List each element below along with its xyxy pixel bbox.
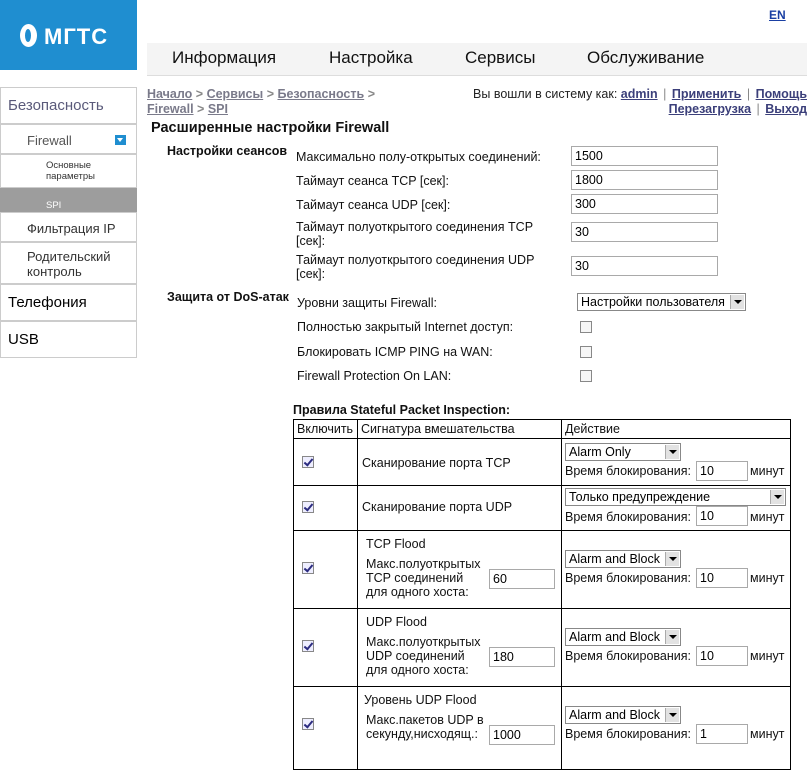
breadcrumb: Начало > Сервисы > Безопасность > (147, 87, 375, 101)
sidebar-item-basic[interactable]: Основные параметры (0, 154, 137, 188)
chevron-down-icon (665, 445, 679, 459)
login-prefix: Вы вошли в систему как: (473, 87, 618, 101)
udp-timeout-input[interactable] (571, 194, 718, 214)
firewall-level-select[interactable]: Настройки пользователя (577, 293, 746, 311)
chevron-down-icon (665, 708, 679, 722)
sidebar-item-parental[interactable]: Родительский контроль (0, 242, 137, 284)
udp-flood-level-name: Уровень UDP Flood (364, 693, 477, 707)
breadcrumb-security[interactable]: Безопасность (277, 87, 365, 101)
main-nav (147, 43, 807, 75)
breadcrumb-firewall[interactable]: Firewall (147, 102, 194, 116)
sidebar-item-spi[interactable]: SPI (0, 188, 137, 212)
udp-halfopen-timeout-label: Таймаут полуоткрытого соединения UDP [сек]: (296, 253, 535, 281)
logo[interactable] (0, 0, 137, 70)
spi-title: Правила Stateful Packet Inspection: (293, 403, 511, 417)
lan-protection-label: Firewall Protection On LAN: (297, 369, 452, 383)
chevron-down-icon (665, 552, 679, 566)
tcp-timeout-input[interactable] (571, 170, 718, 190)
nav-services[interactable]: Сервисы (465, 48, 536, 67)
breadcrumb-spi[interactable]: SPI (207, 102, 228, 116)
half-open-max-input[interactable] (571, 146, 718, 166)
udp-timeout-label: Таймаут сеанса UDP [сек]: (296, 198, 451, 212)
nav-maintenance[interactable]: Обслуживание (587, 48, 705, 67)
tcp-halfopen-timeout-label: Таймаут полуоткрытого соединения TCP [сек]: (296, 220, 533, 248)
firewall-level-label: Уровни защиты Firewall: (297, 296, 437, 310)
header-signature: Сигнатура вмешательства (361, 422, 515, 436)
udp-flood-action-select[interactable]: Alarm and Block (565, 628, 681, 646)
udp-flood-level-enable-checkbox[interactable] (302, 718, 314, 730)
chevron-down-icon (665, 630, 679, 644)
udp-flood-level-param-input[interactable] (489, 725, 555, 745)
udp-scan-blocktime-label: Время блокирования: (565, 510, 691, 524)
closed-internet-label: Полностью закрытый Internet доступ: (297, 320, 514, 334)
udp-flood-level-action-select[interactable]: Alarm and Block (565, 706, 681, 724)
block-icmp-label: Блокировать ICMP PING на WAN: (297, 345, 493, 359)
tcp-flood-name: TCP Flood (366, 537, 426, 551)
tcp-flood-blocktime-label: Время блокирования: (565, 571, 691, 585)
udp-flood-blocktime-input[interactable] (696, 646, 748, 666)
udp-flood-level-unit: минут (750, 727, 785, 741)
logo-egg-icon (20, 24, 37, 47)
sidebar-item-firewall[interactable]: Firewall (0, 124, 137, 154)
udp-flood-level-blocktime-label: Время блокирования: (565, 727, 691, 741)
tcp-flood-blocktime-input[interactable] (696, 568, 748, 588)
nav-divider (147, 75, 807, 76)
udp-flood-level-blocktime-input[interactable] (696, 724, 748, 744)
udp-flood-level-param-label: Макс.пакетов UDP в секунду,нисходящ.: (366, 713, 484, 741)
session-settings-label: Настройки сеансов (167, 144, 288, 158)
udp-scan-action-select[interactable]: Только предупреждение (565, 488, 786, 506)
udp-flood-param-label: Макс.полуоткрытых UDP соединений для одного хоста: (366, 635, 481, 677)
tcp-scan-enable-checkbox[interactable] (302, 456, 314, 468)
logo-text: МГТС (44, 24, 109, 49)
block-icmp-checkbox[interactable] (580, 346, 592, 358)
udp-flood-unit: минут (750, 649, 785, 663)
sidebar-item-ip-filter[interactable]: Фильтрация IP (0, 212, 137, 242)
udp-flood-enable-checkbox[interactable] (302, 640, 314, 652)
nav-settings[interactable]: Настройка (329, 48, 413, 67)
tcp-flood-enable-checkbox[interactable] (302, 562, 314, 574)
breadcrumb-home[interactable]: Начало (147, 87, 193, 101)
sidebar-item-security[interactable]: Безопасность (0, 87, 137, 124)
tcp-scan-name: Сканирование порта TCP (362, 456, 511, 470)
header-enable: Включить (297, 422, 354, 436)
language-switch-link[interactable]: EN (769, 8, 786, 22)
udp-scan-enable-checkbox[interactable] (302, 501, 314, 513)
logout-link[interactable]: Выход (765, 102, 807, 116)
udp-flood-blocktime-label: Время блокирования: (565, 649, 691, 663)
tcp-scan-blocktime-label: Время блокирования: (565, 464, 691, 478)
sidebar-item-usb[interactable]: USB (0, 321, 137, 358)
tcp-scan-unit: минут (750, 464, 785, 478)
closed-internet-checkbox[interactable] (580, 321, 592, 333)
tcp-flood-unit: минут (750, 571, 785, 585)
chevron-down-icon (730, 295, 744, 309)
udp-halfopen-timeout-input[interactable] (571, 256, 718, 276)
tcp-halfopen-timeout-input[interactable] (571, 222, 718, 242)
breadcrumb-line2: Firewall > SPI (147, 102, 228, 116)
reboot-link[interactable]: Перезагрузка (668, 102, 752, 116)
breadcrumb-services[interactable]: Сервисы (206, 87, 264, 101)
apply-link[interactable]: Применить (671, 87, 742, 101)
tcp-timeout-label: Таймаут сеанса TCP [сек]: (296, 174, 449, 188)
tcp-scan-blocktime-input[interactable] (696, 461, 748, 481)
udp-flood-name: UDP Flood (366, 615, 427, 629)
udp-scan-unit: минут (750, 510, 785, 524)
nav-info[interactable]: Информация (172, 48, 277, 67)
tcp-scan-action-select[interactable]: Alarm Only (565, 443, 681, 461)
half-open-max-label: Максимально полу-открытых соединений: (296, 150, 541, 164)
udp-flood-param-input[interactable] (489, 647, 555, 667)
udp-scan-blocktime-input[interactable] (696, 506, 748, 526)
login-user[interactable]: admin (620, 87, 658, 101)
page-title: Расширенные настройки Firewall (151, 120, 390, 136)
udp-scan-name: Сканирование порта UDP (362, 500, 513, 514)
sidebar-item-telephony[interactable]: Телефония (0, 284, 137, 321)
login-info: Вы вошли в систему как: admin | Применить | Помощь Перезагрузка | Выход (473, 87, 807, 116)
chevron-down-icon (770, 490, 784, 504)
lan-protection-checkbox[interactable] (580, 370, 592, 382)
tcp-flood-action-select[interactable]: Alarm and Block (565, 550, 681, 568)
chevron-down-icon (115, 135, 126, 145)
dos-protection-label: Защита от DoS-атак (167, 290, 289, 304)
tcp-flood-param-label: Макс.полуоткрытых TCP соединений для одного хоста: (366, 557, 481, 599)
help-link[interactable]: Помощь (755, 87, 807, 101)
tcp-flood-param-input[interactable] (489, 569, 555, 589)
header-action: Действие (565, 422, 620, 436)
